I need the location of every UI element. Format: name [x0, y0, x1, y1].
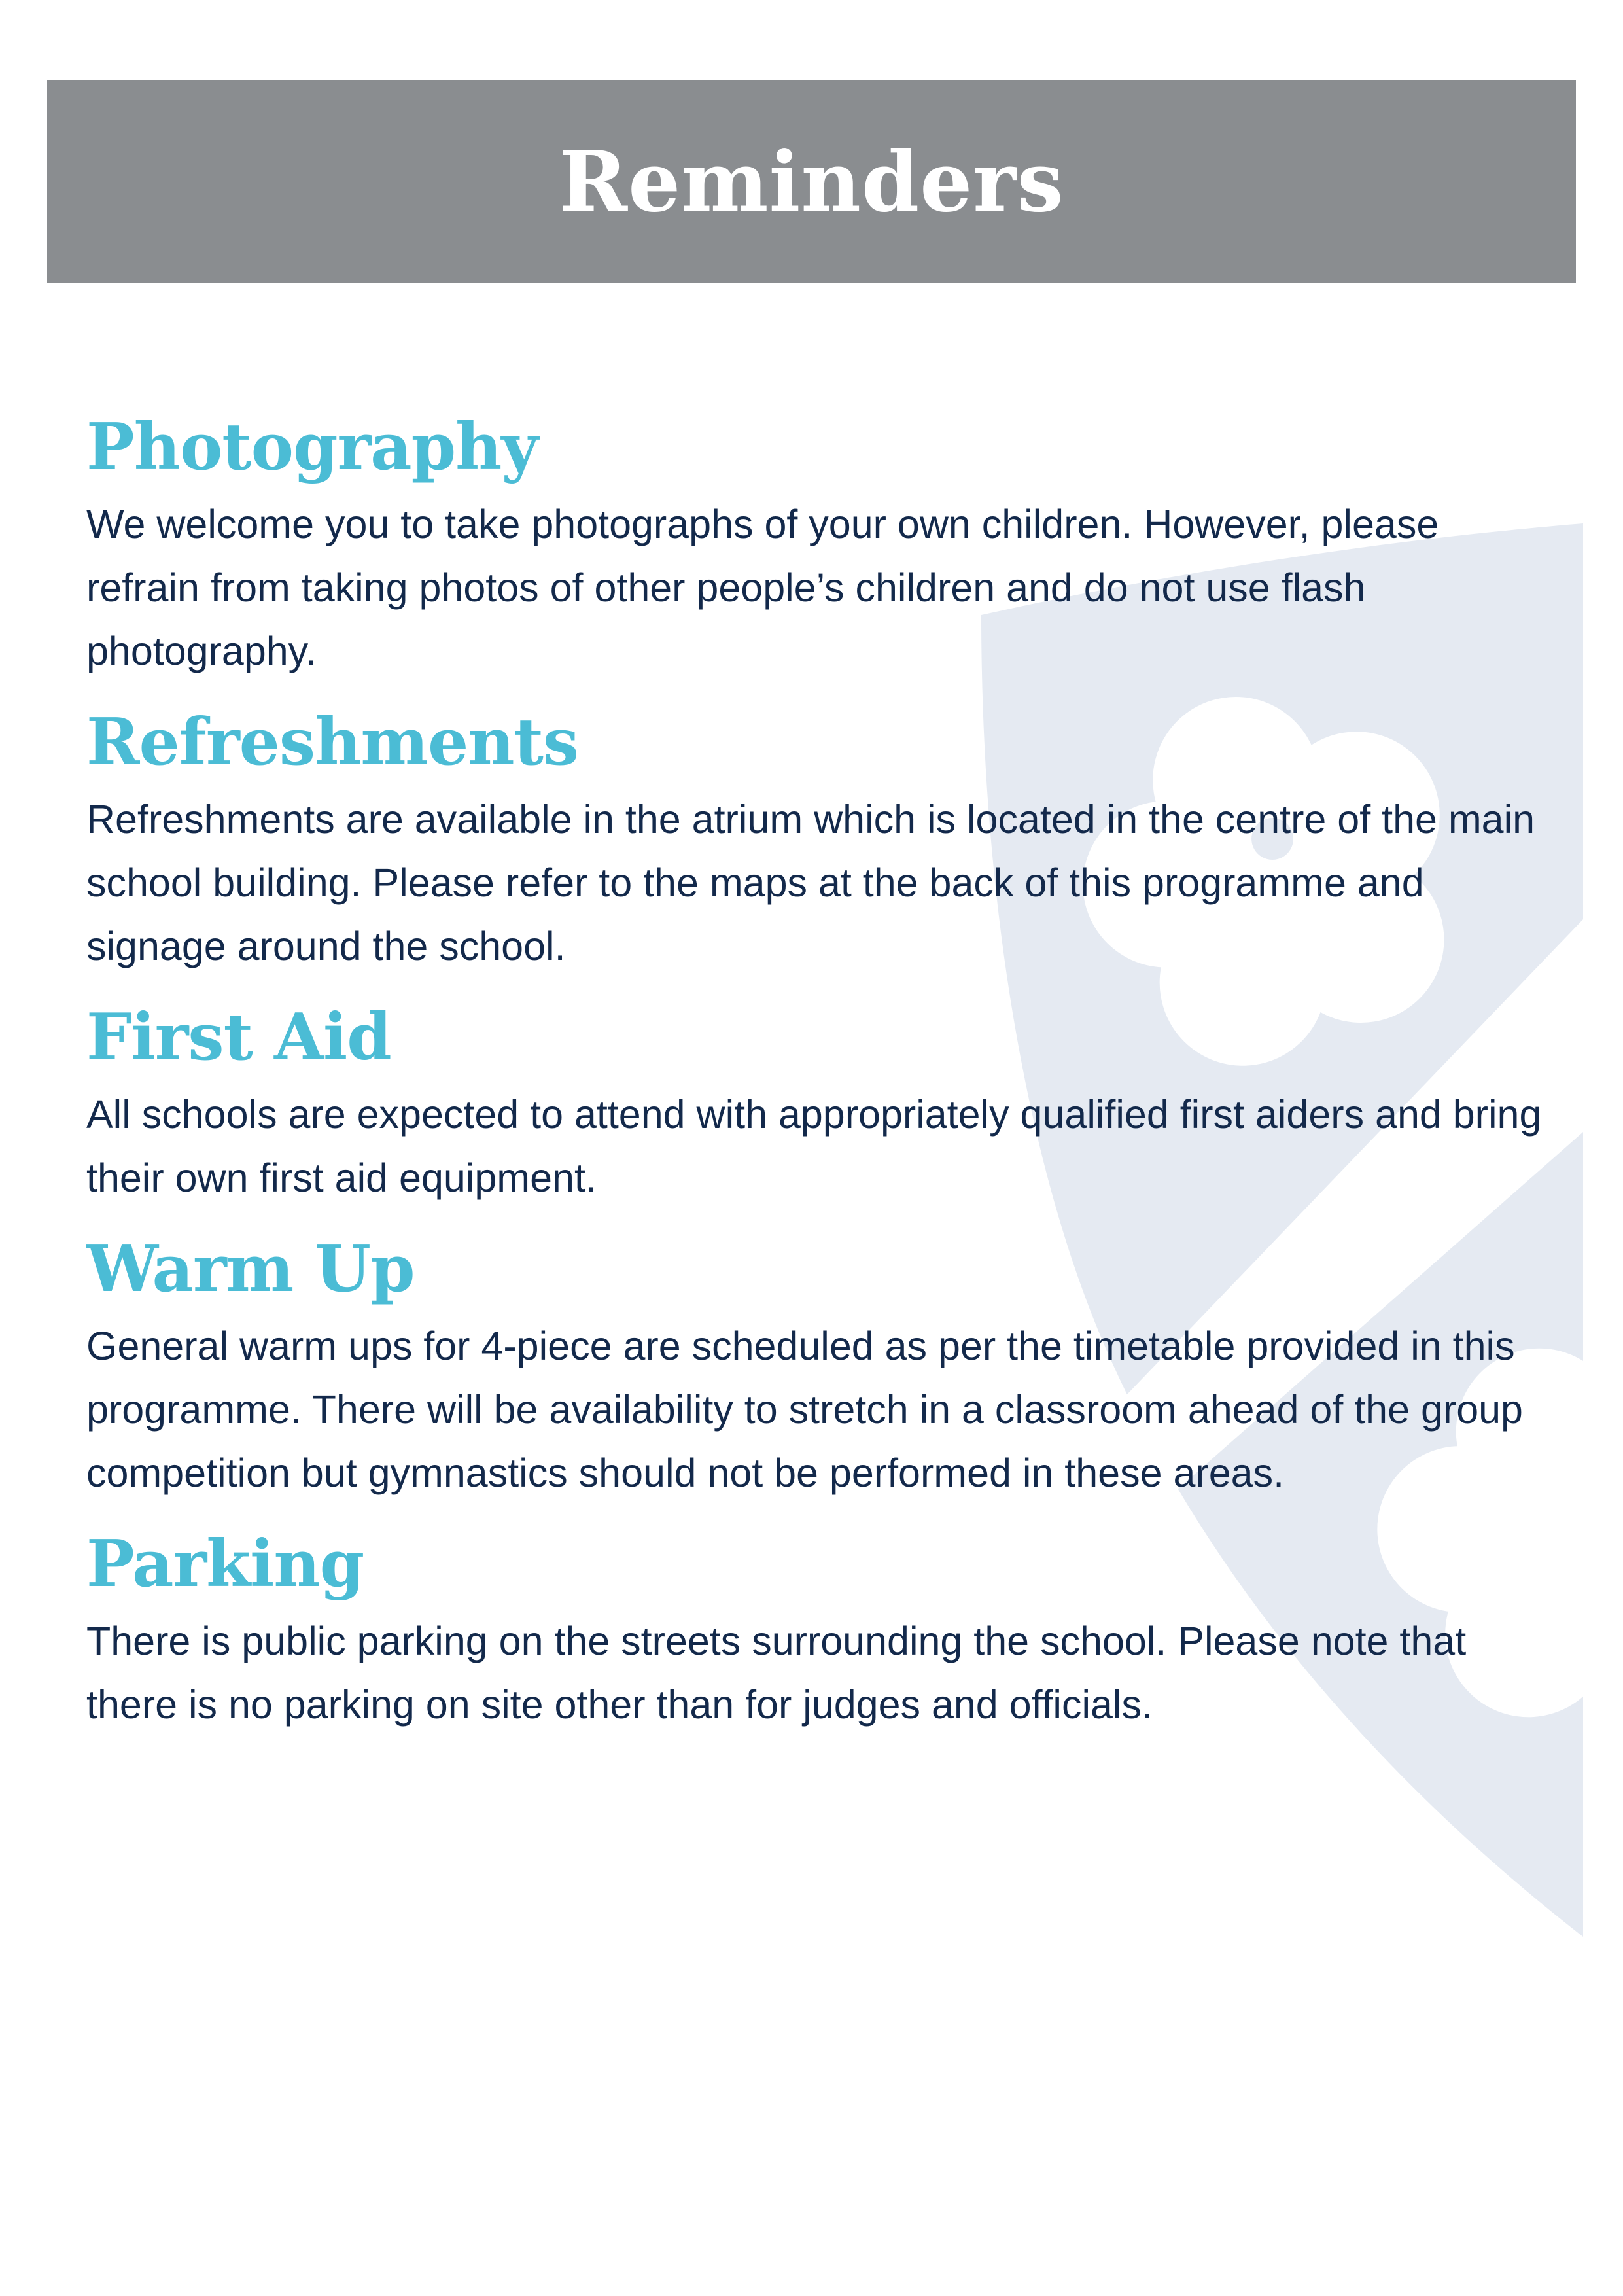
- section-body-first-aid: All schools are expected to attend with appropriately qualified first aiders and bring their own first aid equipment.: [86, 1092, 1542, 1200]
- section-heading-first-aid: First Aid: [86, 1000, 391, 1075]
- section-body-photography: We welcome you to take photographs of your own children. However, please refrain from taking photos of other people’s children and do not use flash photography.: [86, 502, 1439, 673]
- section-refreshments: [86, 698, 1565, 978]
- section-body-refreshments: Refreshments are available in the atrium which is located in the centre of the main school building. Please refer to the maps at the back of this programme and signage around the school.: [86, 797, 1535, 968]
- section-warm-up: [86, 1224, 1565, 1505]
- section-heading-photography: Photography: [86, 410, 538, 485]
- title-banner: [47, 80, 1576, 283]
- section-heading-refreshments: Refreshments: [86, 705, 579, 780]
- section-heading-parking: Parking: [86, 1527, 364, 1602]
- section-heading-warm-up: Warm Up: [86, 1231, 415, 1307]
- section-parking: [86, 1519, 1565, 1737]
- section-body-warm-up: General warm ups for 4-piece are scheduled as per the timetable provided in this programme. There will be availability to stretch in a classroom ahead of the group competition but gymnastics should not be performed in these areas.: [86, 1324, 1523, 1495]
- page-title: Reminders: [559, 133, 1064, 230]
- section-first-aid: [86, 993, 1565, 1210]
- section-body-parking: There is public parking on the streets surrounding the school. Please note that there is no parking on site other than for judges and officials.: [86, 1619, 1467, 1727]
- reminders-content: [86, 402, 1565, 1751]
- section-photography: [86, 402, 1565, 683]
